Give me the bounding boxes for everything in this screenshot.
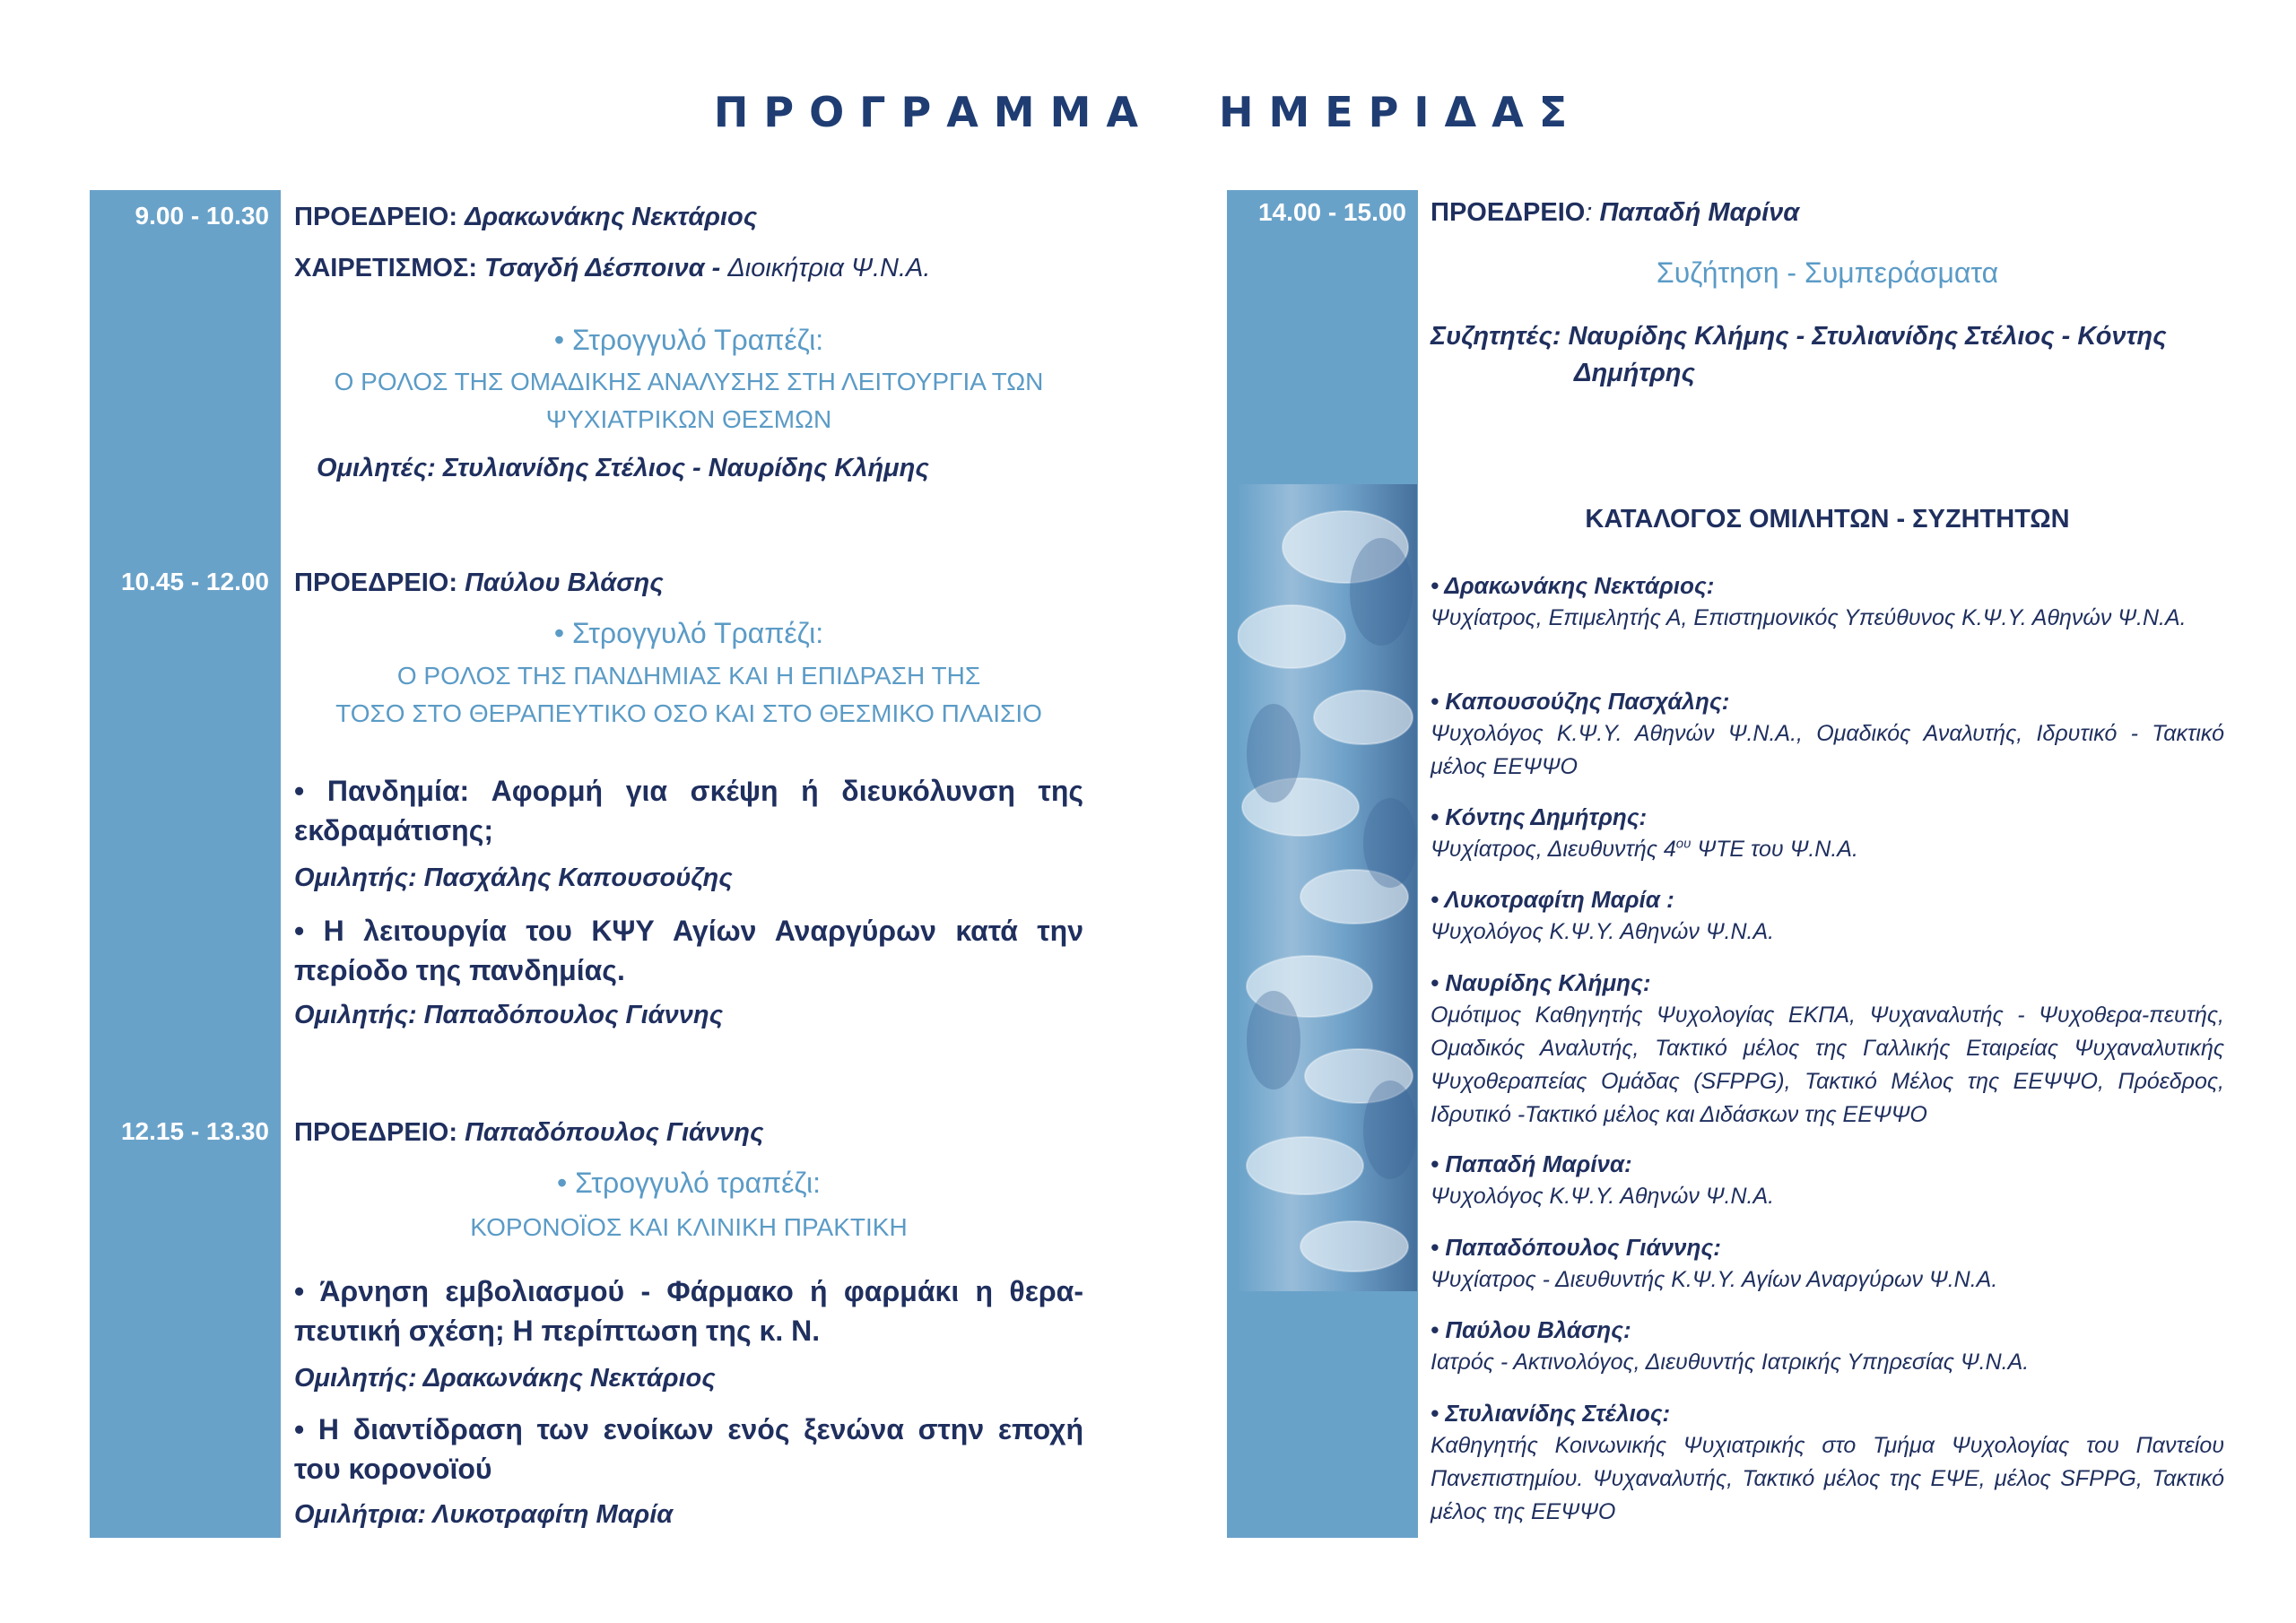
session2-talk1: • Πανδημία: Αφορμή για σκέψη ή διευκόλυνση της εκδραμάτισης; xyxy=(294,775,1083,846)
catalog-entry: • Λυκοτραφίτη Μαρία : Ψυχολόγος Κ.Ψ.Υ. Αθηνών Ψ.Ν.Α. xyxy=(1431,886,1775,944)
session2-topic-line2: ΤΟΣΟ ΣΤΟ ΘΕΡΑΠΕΥΤΙΚΟ ΟΣΟ ΚΑΙ ΣΤΟ ΘΕΣΜΙΚΟ ΠΛΑΙΣΙΟ xyxy=(335,699,1042,727)
session3-topic-line1: ΚΟΡΟΝΟΪΟΣ ΚΑΙ ΚΛΙΝΙΚΗ ΠΡΑΚΤΙΚΗ xyxy=(470,1213,908,1241)
session3-talk2: • Η διαντίδραση των ενοίκων ενός ξενώνα στην εποχή του κορονοϊού xyxy=(294,1413,1083,1485)
time-slot-3: 12.15 - 13.30 xyxy=(120,1117,269,1145)
session3-round-table: • Στρογγυλό τραπέζι: xyxy=(557,1167,821,1199)
time-slot-2: 10.45 - 12.00 xyxy=(120,568,269,595)
catalog-entry: • Δρακωνάκης Νεκτάριος: Ψυχίατρος, Επιμελητής Α, Επιστημονικός Υπεύθυνος Κ.Ψ.Υ. Αθηνών Ψ.Ν.Α. xyxy=(1431,572,2187,630)
time-slot-4: 14.00 - 15.00 xyxy=(1257,198,1406,226)
page-title: ΠΡΟΓΡΑΜΜΑ ΗΜΕΡΙΔΑΣ xyxy=(713,88,1583,136)
left-column xyxy=(294,0,1083,1623)
session1-greeting: ΧΑΙΡΕΤΙΣΜΟΣ: Τσαγδή Δέσποινα - Διοικήτρια Ψ.Ν.Α. xyxy=(294,254,931,282)
session1-speakers: Ομιλητές: Στυλιανίδης Στέλιος - Ναυρίδης Κλήμης xyxy=(317,454,929,482)
session2-talk2: • Η λειτουργία του ΚΨΥ Αγίων Αναργύρων κατά την περίοδο της πανδημίας. xyxy=(294,915,1083,986)
catalog-entry: • Παύλου Βλάσης: Ιατρός - Ακτινολόγος, Διευθυντής Ιατρικής Υπηρεσίας Ψ.Ν.Α. xyxy=(1431,1316,2030,1375)
session3-talk2-speaker: Ομιλήτρια: Λυκοτραφίτη Μαρία xyxy=(294,1500,674,1529)
session2-round-table: • Στρογγυλό Τραπέζι: xyxy=(553,617,824,649)
catalog-title: ΚΑΤΑΛΟΓΟΣ ΟΜΙΛΗΤΩΝ - ΣΥΖΗΤΗΤΩΝ xyxy=(1585,505,2070,534)
session2-talk1-speaker: Ομιλητής: Πασχάλης Καπουσούζης xyxy=(294,864,733,892)
session2-talk2-speaker: Ομιλητής: Παπαδόπουλος Γιάννης xyxy=(294,1001,724,1029)
catalog-entry: • Στυλιανίδης Στέλιος: Καθηγητής Κοινωνικής Ψυχιατρικής στο Τμήμα Ψυχολογίας του Παντείου Πανεπιστημίου. Ψυχαναλυτής, Τακτικό μέλος της ΕΨΕ, μέλος SFPPG, Τακτικό μέλος της ΕΕΨΨΟ xyxy=(1431,1400,2224,1524)
catalog-entry: • Ναυρίδης Κλήμης: Ομότιμος Καθηγητής Ψυχολογίας ΕΚΠΑ, Ψυχαναλυτής - Ψυχοθερα-πευτής, Ομαδικός Αναλυτής, Τακτικό μέλος της Γαλλικής Εταιρείας Ψυχαναλυτικής Ψυχοθεραπείας Ομάδας (SFPPG), Τακτικό Μέλος της ΕΕΨΨΟ, Πρόεδρος, Ιδρυτικό -Τακτικό μέλος και Διδάσκων της ΕΕΨΨΟ xyxy=(1431,969,2224,1127)
session2-topic-line1: Ο ΡΟΛΟΣ ΤΗΣ ΠΑΝΔΗΜΙΑΣ ΚΑΙ Η ΕΠΙΔΡΑΣΗ ΤΗΣ xyxy=(396,662,981,690)
session3-chair: ΠΡΟΕΔΡΕΙΟ: Παπαδόπουλος Γιάννης xyxy=(294,1118,764,1147)
session1-chair: ΠΡΟΕΔΡΕΙΟ: Δρακωνάκης Νεκτάριος xyxy=(294,203,758,231)
catalog-entry: • Κόντης Δημήτρης: Ψυχίατρος, Διευθυντής $4^{o\upsilon}$ ΨΤΕ του Ψ.Ν.Α. xyxy=(1431,803,1858,862)
catalog-entry: • Καπουσούζης Πασχάλης: Ψυχολόγος Κ.Ψ.Υ. Αθηνών Ψ.Ν.Α., Ομαδικός Αναλυτής, Ιδρυτικό - Τακτικό μέλος ΕΕΨΨΟ xyxy=(1431,688,2224,779)
session1-topic-line1: Ο ΡΟΛΟΣ ΤΗΣ ΟΜΑΔΙΚΗΣ ΑΝΑΛΥΣΗΣ ΣΤΗ ΛΕΙΤΟΥΡΓΙΑ ΤΩΝ xyxy=(334,368,1044,395)
session4-discussants-line1: Συζητητές: Ναυρίδης Κλήμης - Στυλιανίδης Στέλιος - Κόντης xyxy=(1431,322,2167,351)
hands-photo xyxy=(1238,484,1417,1291)
session4-discussion: Συζήτηση - Συμπεράσματα xyxy=(1656,256,1999,289)
time-slot-1: 9.00 - 10.30 xyxy=(135,202,269,230)
session3-talk1: • Άρνηση εμβολιασμού - Φάρμακο ή φαρμάκι η θερα-πευτική σχέση; Η περίπτωση της κ. Ν. xyxy=(294,1275,1083,1347)
session2-chair: ΠΡΟΕΔΡΕΙΟ: Παύλου Βλάσης xyxy=(294,568,664,597)
catalog-entry: • Παπαδόπουλος Γιάννης: Ψυχίατρος - Διευθυντής Κ.Ψ.Υ. Αγίων Αναργύρων Ψ.Ν.Α. xyxy=(1431,1234,1998,1292)
right-column xyxy=(1431,0,2224,1623)
session4-chair: ΠΡΟΕΔΡΕΙΟ: Παπαδή Μαρίνα xyxy=(1431,198,1800,227)
session1-topic-line2: ΨΥΧΙΑΤΡΙΚΩΝ ΘΕΣΜΩΝ xyxy=(545,405,832,433)
catalog-entry: • Παπαδή Μαρίνα: Ψυχολόγος Κ.Ψ.Υ. Αθηνών Ψ.Ν.Α. xyxy=(1431,1150,1775,1209)
session1-round-table: • Στρογγυλό Τραπέζι: xyxy=(553,324,824,356)
left-time-bar xyxy=(90,190,281,1538)
session4-discussants-line2: Δημήτρης xyxy=(1574,359,1695,387)
session3-talk1-speaker: Ομιλητής: Δρακωνάκης Νεκτάριος xyxy=(294,1364,716,1393)
